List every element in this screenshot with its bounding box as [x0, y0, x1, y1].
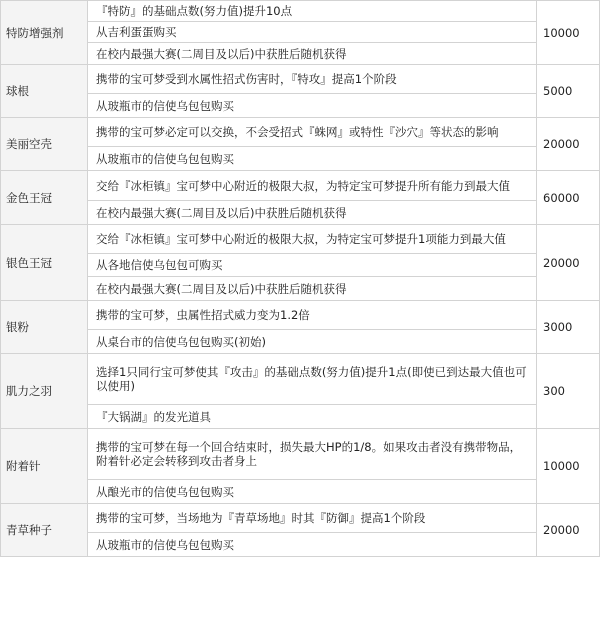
- item-effect-text: 携带的宝可梦，虫属性招式威力变为1.2倍: [96, 308, 310, 322]
- item-effect-line: [88, 301, 536, 330]
- item-effect-text: 选择1只同行宝可梦使其『攻击』的基础点数(努力值)提升1点(即使已到达最大值也可以使用): [96, 365, 527, 393]
- item-price-cell: 300: [537, 354, 600, 429]
- item-effect-line: [88, 147, 536, 170]
- table-row: [1, 504, 600, 557]
- table-row: [1, 225, 600, 301]
- item-price-cell: 60000: [537, 171, 600, 225]
- item-price-cell: 20000: [537, 225, 600, 301]
- item-effect-text: 在校内最强大赛(二周目及以后)中获胜后随机获得: [96, 46, 347, 61]
- items-table-body: [1, 1, 600, 557]
- item-effect-text: 在校内最强大赛(二周目及以后)中获胜后随机获得: [96, 281, 347, 296]
- item-effect-text: 交给『冰柜镇』宝可梦中心附近的极限大叔，为特定宝可梦提升所有能力到最大值: [96, 178, 510, 193]
- item-name-cell: 银色王冠: [1, 225, 88, 301]
- item-effects-cell: [88, 1, 537, 65]
- item-price-cell: 20000: [537, 504, 600, 557]
- item-name-cell: 特防增强剂: [1, 1, 88, 65]
- item-effect-line: [88, 254, 536, 277]
- item-effect-line: [88, 43, 536, 64]
- item-effect-text: 交给『冰柜镇』宝可梦中心附近的极限大叔，为特定宝可梦提升1项能力到最大值: [96, 232, 506, 246]
- item-effect-text: 『大锅湖』的发光道具: [96, 409, 211, 424]
- item-effect-text: 携带的宝可梦在每一个回合结束时，损失最大HP的1/8。如果攻击者没有携带物品，附着针必定会转移到攻击者身上: [96, 440, 522, 468]
- item-effect-text: 从酿光市的信使乌包包购买: [96, 484, 234, 499]
- item-effect-line: [88, 94, 536, 117]
- item-effects-cell: [88, 504, 537, 557]
- item-effect-line: [88, 504, 536, 533]
- item-name-cell: 肌力之羽: [1, 354, 88, 429]
- table-row: [1, 65, 600, 118]
- item-effects-cell: [88, 118, 537, 171]
- table-row: [1, 429, 600, 504]
- item-effect-line: [88, 1, 536, 22]
- item-effect-text: 从玻瓶市的信使乌包包购买: [96, 98, 234, 113]
- item-name-cell: 青草种子: [1, 504, 88, 557]
- item-effects-cell: [88, 429, 537, 504]
- item-effect-line: [88, 480, 536, 503]
- item-effect-line: [88, 225, 536, 254]
- table-row: [1, 1, 600, 65]
- item-effect-text: 在校内最强大赛(二周目及以后)中获胜后随机获得: [96, 205, 347, 220]
- item-effect-line: [88, 22, 536, 43]
- table-row: [1, 301, 600, 354]
- item-effect-text: 从各地信使乌包包可购买: [96, 258, 223, 272]
- item-effect-text: 携带的宝可梦必定可以交换，不会受招式『蛛网』或特性『沙穴』等状态的影响: [96, 125, 499, 139]
- item-price-cell: 10000: [537, 1, 600, 65]
- item-effect-line: [88, 533, 536, 556]
- table-row: [1, 171, 600, 225]
- item-effect-line: [88, 277, 536, 300]
- item-effect-text: 携带的宝可梦，当场地为『青草场地』时其『防御』提高1个阶段: [96, 511, 426, 525]
- item-effects-cell: [88, 171, 537, 225]
- item-effect-text: 从吉利蛋蛋购买: [96, 25, 177, 39]
- item-effect-line: [88, 201, 536, 224]
- item-price-cell: 20000: [537, 118, 600, 171]
- item-effects-cell: [88, 301, 537, 354]
- item-effect-line: [88, 118, 536, 147]
- item-name-cell: 金色王冠: [1, 171, 88, 225]
- item-effect-line: [88, 354, 536, 405]
- table-row: [1, 354, 600, 429]
- item-name-cell: 附着针: [1, 429, 88, 504]
- item-effects-cell: [88, 225, 537, 301]
- item-effect-line: [88, 429, 536, 480]
- item-effect-text: 从玻瓶市的信使乌包包购买: [96, 151, 234, 166]
- table-row: [1, 118, 600, 171]
- item-effect-line: [88, 65, 536, 94]
- item-name-cell: 银粉: [1, 301, 88, 354]
- item-effects-cell: [88, 65, 537, 118]
- item-name-cell: 球根: [1, 65, 88, 118]
- item-effect-line: [88, 330, 536, 353]
- item-price-cell: 5000: [537, 65, 600, 118]
- item-price-cell: 10000: [537, 429, 600, 504]
- item-name-cell: 美丽空壳: [1, 118, 88, 171]
- item-effect-text: 从桌台市的信使乌包包购买(初始): [96, 334, 266, 349]
- item-effect-text: 携带的宝可梦受到水属性招式伤害时，『特攻』提高1个阶段: [96, 72, 397, 86]
- item-effect-line: [88, 405, 536, 428]
- item-effect-line: [88, 171, 536, 201]
- item-effect-text: 『特防』的基础点数(努力值)提升10点: [96, 4, 293, 18]
- item-effect-text: 从玻瓶市的信使乌包包购买: [96, 537, 234, 552]
- item-price-cell: 3000: [537, 301, 600, 354]
- item-effects-cell: [88, 354, 537, 429]
